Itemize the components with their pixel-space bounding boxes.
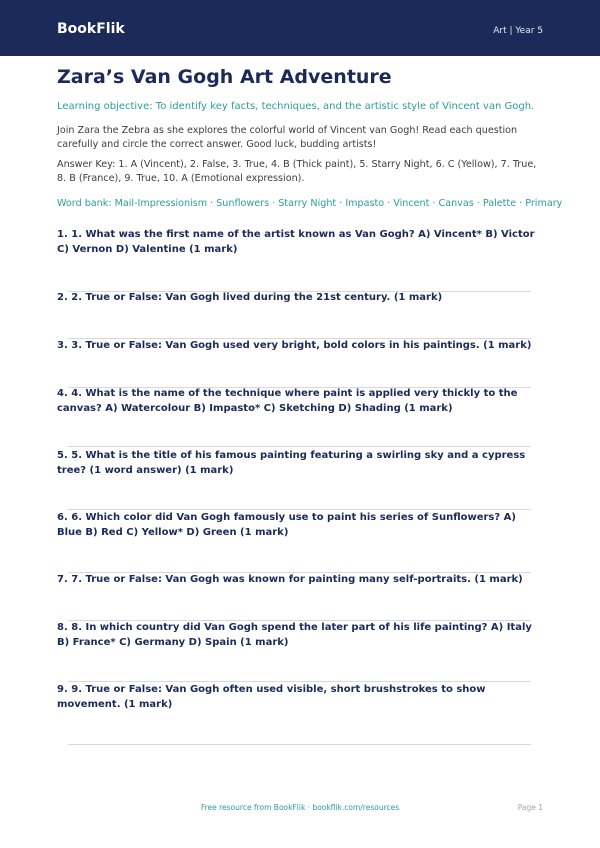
question-9: 9. 9. True or False: Van Gogh often used visible, short brushstrokes to show movement. (1 mark) bbox=[57, 684, 486, 710]
question-5: 5. 5. What is the title of his famous painting featuring a swirling sky and a cypress tree? (1 word answer) (1 mark) bbox=[57, 450, 526, 476]
header-bar bbox=[0, 0, 600, 56]
answer-line-9[interactable] bbox=[68, 744, 531, 745]
answer-key: Answer Key: 1. A (Vincent), 2. False, 3. True, 4. B (Thick paint), 5. Starry Night, 6. C (Yellow), 7. True, 8. B (France), 9. True, 10. A (Emotional expression). bbox=[57, 159, 537, 184]
footer-link[interactable]: Free resource from BookFlik · bookflik.com/resources bbox=[200, 803, 400, 812]
question-4: 4. 4. What is the name of the technique where paint is applied very thickly to the canvas? A) Watercolour B) Impasto* C) Sketching D) Shading (1 mark) bbox=[57, 388, 518, 414]
subject-year-label: Art | Year 5 bbox=[493, 26, 543, 36]
worksheet-title: Zara’s Van Gogh Art Adventure bbox=[57, 66, 392, 88]
question-6: 6. 6. Which color did Van Gogh famously use to paint his series of Sunflowers? A) Blue B) Red C) Yellow* D) Green (1 mark) bbox=[57, 512, 516, 538]
page-number: Page 1 bbox=[517, 803, 543, 812]
brand-logo[interactable]: BookFlik bbox=[57, 21, 125, 37]
learning-objective: Learning objective: To identify key facts, techniques, and the artistic style of Vincent van Gogh. bbox=[57, 101, 535, 112]
question-1: 1. 1. What was the first name of the artist known as Van Gogh? A) Vincent* B) Victor C) Vernon D) Valentine (1 mark) bbox=[57, 229, 535, 255]
word-bank: Word bank: Mail-Impressionism · Sunflowers · Starry Night · Impasto · Vincent · Canvas · Palette · Primary bbox=[57, 198, 563, 209]
answer-line-4[interactable] bbox=[68, 446, 531, 447]
question-2: 2. 2. True or False: Van Gogh lived during the 21st century. (1 mark) bbox=[57, 292, 443, 303]
question-3: 3. 3. True or False: Van Gogh used very bright, bold colors in his paintings. (1 mark) bbox=[57, 340, 532, 351]
question-8: 8. 8. In which country did Van Gogh spend the later part of his life painting? A) Italy B) France* C) Germany D) Spain (1 mark) bbox=[57, 622, 532, 648]
question-7: 7. 7. True or False: Van Gogh was known for painting many self-portraits. (1 mark) bbox=[57, 574, 523, 585]
intro-text: Join Zara the Zebra as she explores the colorful world of Vincent van Gogh! Read each question carefully and circle the correct answer. Good luck, budding artists! bbox=[57, 125, 518, 150]
